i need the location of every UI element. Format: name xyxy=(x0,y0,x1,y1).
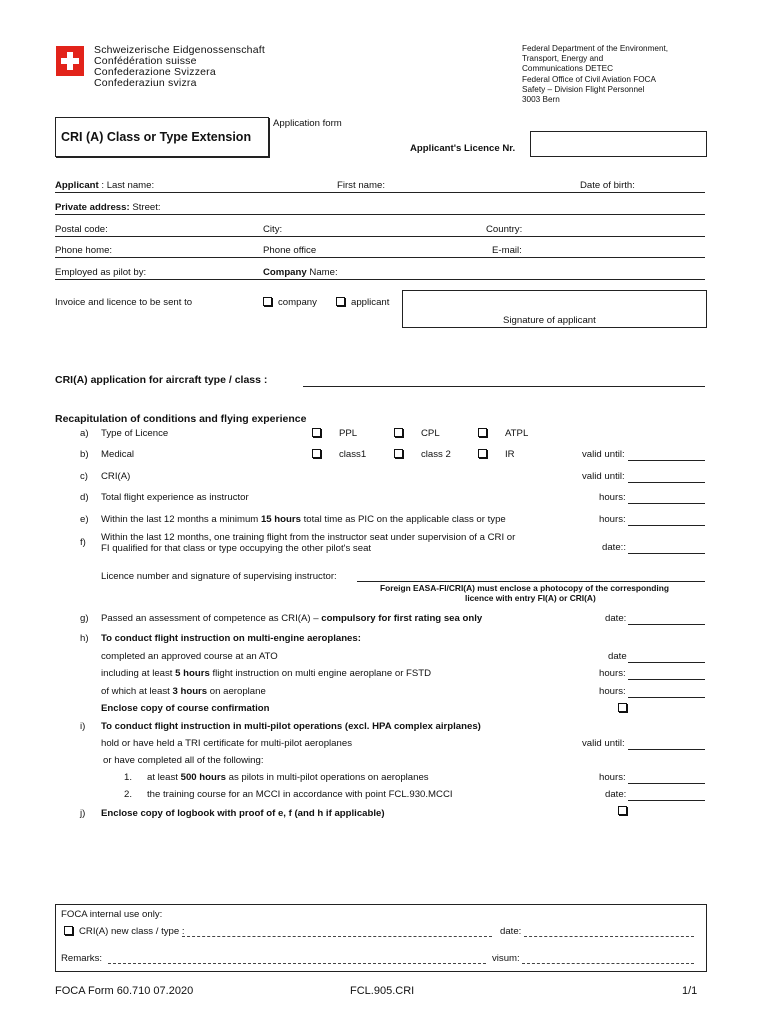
class1-checkbox[interactable] xyxy=(312,449,321,458)
e-post: total time as PIC on the applicable class or type xyxy=(300,514,506,525)
licence-signature-label: Licence number and signature of supervising instructor: xyxy=(101,571,337,582)
g-bold: compulsory for first rating sea only xyxy=(321,613,483,624)
dob-label: Date of birth: xyxy=(580,180,635,191)
company-checkbox[interactable] xyxy=(263,297,272,306)
swiss-flag-logo xyxy=(56,46,84,76)
company-bold: Company xyxy=(263,267,307,278)
h1-text: completed an approved course at an ATO xyxy=(101,651,278,662)
e-bold: 15 hours xyxy=(260,514,301,525)
me-hours-field[interactable] xyxy=(628,679,705,680)
private-address-label xyxy=(55,202,161,213)
employer-line[interactable] xyxy=(55,279,705,280)
recap-heading: Recapitulation of conditions and flying experience xyxy=(55,413,307,425)
item-a-text: Type of Licence xyxy=(101,428,169,439)
h2-bold: 5 hours xyxy=(175,668,210,679)
application-type-label: CRI(A) application for aircraft type / class : xyxy=(55,374,268,386)
ir-option[interactable] xyxy=(478,449,493,460)
company-option[interactable] xyxy=(263,297,317,308)
atpl-label: ATPL xyxy=(505,428,529,439)
h2-pre: including at least xyxy=(101,668,176,679)
mpo-hours-label: hours: xyxy=(599,772,626,783)
item-c-text: CRI(A) xyxy=(101,471,131,482)
h2-text xyxy=(101,668,431,679)
footer-form-number: FOCA Form 60.710 07.2020 xyxy=(55,985,194,997)
ato-date-label: date xyxy=(608,651,627,662)
tri-valid-label: valid until: xyxy=(582,738,625,749)
internal-date-label: date: xyxy=(500,926,522,937)
ato-date-field[interactable] xyxy=(628,662,705,663)
pic-hours-field[interactable] xyxy=(628,525,705,526)
item-f-line1: Within the last 12 months, one training flight from the instructor seat under supervision of a CRI or xyxy=(101,532,516,543)
pic-hours-label: hours: xyxy=(599,514,626,525)
mcci-date-label: date: xyxy=(605,789,627,800)
class1-option[interactable] xyxy=(312,449,327,460)
class2-label: class 2 xyxy=(421,449,451,460)
cpl-option[interactable] xyxy=(394,428,409,439)
city-label: City: xyxy=(263,224,283,235)
ch-line-de: Schweizerische Eidgenossenschaft xyxy=(94,44,265,56)
item-c-letter: c) xyxy=(80,471,88,482)
dept-line: Transport, Energy and xyxy=(522,54,604,64)
email-label: E-mail: xyxy=(492,245,522,256)
i3-num: 1. xyxy=(124,772,133,783)
item-i-letter: i) xyxy=(80,721,86,732)
medical-valid-label: valid until: xyxy=(582,449,625,460)
class1-label: class1 xyxy=(339,449,367,460)
dept-line: 3003 Bern xyxy=(522,95,560,105)
aeroplane-hours-label: hours: xyxy=(599,686,626,697)
licence-signature-field[interactable] xyxy=(357,581,705,582)
company-name-label xyxy=(263,267,338,278)
atpl-checkbox[interactable] xyxy=(478,428,487,437)
logbook-option[interactable] xyxy=(618,806,633,817)
item-g-letter: g) xyxy=(80,613,89,624)
item-d-text: Total flight experience as instructor xyxy=(101,492,249,503)
course-confirmation-checkbox[interactable] xyxy=(618,703,627,712)
remarks-field[interactable] xyxy=(108,963,486,964)
ch-line-it: Confederazione Svizzera xyxy=(94,66,216,78)
remarks-label: Remarks: xyxy=(61,953,103,964)
item-j-letter: j) xyxy=(80,808,86,819)
licence-label: Applicant's Licence Nr. xyxy=(410,143,516,154)
applicant-name-line[interactable] xyxy=(55,192,705,193)
cpl-label: CPL xyxy=(421,428,440,439)
training-date-label: date:: xyxy=(602,542,627,553)
ch-line-fr: Confédération suisse xyxy=(94,55,197,67)
visum-label: visum: xyxy=(492,953,520,964)
i3-pre: at least xyxy=(147,772,181,783)
ppl-checkbox[interactable] xyxy=(312,428,321,437)
assessment-date-label: date: xyxy=(605,613,627,624)
phone-office-label: Phone office xyxy=(263,245,317,256)
employed-label: Employed as pilot by: xyxy=(55,267,147,278)
last-name-label: : Last name: xyxy=(98,180,155,191)
applicant-label: Applicant xyxy=(55,180,99,191)
licence-number-field[interactable] xyxy=(530,131,707,157)
aeroplane-hours-field[interactable] xyxy=(628,697,705,698)
new-class-checkbox[interactable] xyxy=(64,926,73,935)
foreign-note-1: Foreign EASA-FI/CRI(A) must enclose a photocopy of the corresponding xyxy=(380,583,669,593)
mpo-hours-field[interactable] xyxy=(628,783,705,784)
instructor-hours-field[interactable] xyxy=(628,503,705,504)
mcci-date-field[interactable] xyxy=(628,800,705,801)
ir-checkbox[interactable] xyxy=(478,449,487,458)
signature-label: Signature of applicant xyxy=(503,315,596,326)
internal-date-field[interactable] xyxy=(524,936,694,937)
foreign-note-2: licence with entry FI(A) or CRI(A) xyxy=(465,593,596,603)
phone-line[interactable] xyxy=(55,257,705,258)
first-name-label: First name: xyxy=(337,180,385,191)
street-line[interactable] xyxy=(55,214,705,215)
postal-city-line[interactable] xyxy=(55,236,705,237)
company-option-label: company xyxy=(278,297,317,308)
ppl-label: PPL xyxy=(339,428,358,439)
training-date-field[interactable] xyxy=(628,553,705,554)
item-a-letter: a) xyxy=(80,428,89,439)
i3-text xyxy=(147,772,429,783)
department-address xyxy=(522,44,668,105)
applicant-option-label: applicant xyxy=(351,297,390,308)
assessment-date-field[interactable] xyxy=(628,624,705,625)
i1-text: hold or have held a TRI certificate for multi-pilot aeroplanes xyxy=(101,738,352,749)
h3-pre: of which at least xyxy=(101,686,173,697)
private-address-bold: Private address: xyxy=(55,202,130,213)
h3-bold: 3 hours xyxy=(172,686,208,697)
me-hours-label: hours: xyxy=(599,668,626,679)
item-h-title: To conduct flight instruction on multi-engine aeroplanes: xyxy=(101,633,361,644)
i4-text: the training course for an MCCI in accordance with point FCL.930.MCCI xyxy=(147,789,453,800)
country-label: Country: xyxy=(486,224,523,235)
item-h-letter: h) xyxy=(80,633,89,644)
application-type-line[interactable] xyxy=(303,386,705,387)
item-b-letter: b) xyxy=(80,449,89,460)
applicant-option[interactable] xyxy=(336,297,389,308)
h2-post: flight instruction on multi engine aeroplane or FSTD xyxy=(209,668,432,679)
street-label: Street: xyxy=(129,202,161,213)
h4-text: Enclose copy of course confirmation xyxy=(101,703,270,714)
item-b-text: Medical xyxy=(101,449,135,460)
postal-code-label: Postal code: xyxy=(55,224,108,235)
applicant-last-name-label xyxy=(55,180,154,191)
confederation-names xyxy=(94,45,265,89)
footer-page: 1/1 xyxy=(682,985,698,997)
g-pre: Passed an assessment of competence as CRI(A) – xyxy=(101,613,322,624)
i3-post: as pilots in multi-pilot operations on aeroplanes xyxy=(225,772,429,783)
e-pre: Within the last 12 months a minimum xyxy=(101,514,261,525)
ppl-option[interactable] xyxy=(312,428,327,439)
course-confirmation-option[interactable] xyxy=(618,703,633,714)
i4-num: 2. xyxy=(124,789,133,800)
internal-title: FOCA internal use only: xyxy=(61,909,163,920)
internal-use-box xyxy=(55,904,707,972)
item-f-line2: FI qualified for that class or type occupying the other pilot's seat xyxy=(101,543,372,554)
name-label: Name: xyxy=(306,267,338,278)
ir-label: IR xyxy=(505,449,515,460)
dept-line: Communications DETEC xyxy=(522,64,613,74)
form-subtitle: Application form xyxy=(273,118,342,129)
new-class-field[interactable] xyxy=(182,936,492,937)
i2-text: or have completed all of the following: xyxy=(103,755,264,766)
signature-box[interactable] xyxy=(402,290,707,328)
item-e-text xyxy=(101,514,506,525)
logbook-checkbox[interactable] xyxy=(618,806,627,815)
invoice-label: Invoice and licence to be sent to xyxy=(55,297,193,308)
phone-home-label: Phone home: xyxy=(55,245,113,256)
item-g-text xyxy=(101,613,482,624)
h3-post: on aeroplane xyxy=(207,686,266,697)
tri-valid-field[interactable] xyxy=(628,749,705,750)
medical-valid-field[interactable] xyxy=(628,460,705,461)
new-class-label: CRI(A) new class / type : xyxy=(79,926,185,937)
class2-option[interactable] xyxy=(394,449,409,460)
form-title: CRI (A) Class or Type Extension xyxy=(61,130,252,144)
applicant-checkbox[interactable] xyxy=(336,297,345,306)
class2-checkbox[interactable] xyxy=(394,449,403,458)
new-class-option[interactable] xyxy=(64,926,185,937)
item-i-title: To conduct flight instruction in multi-pilot operations (excl. HPA complex airplanes) xyxy=(101,721,481,732)
cri-valid-label: valid until: xyxy=(582,471,625,482)
item-f-letter: f) xyxy=(80,537,86,548)
i3-bold: 500 hours xyxy=(180,772,226,783)
item-e-letter: e) xyxy=(80,514,89,525)
dept-line: Safety – Division Flight Personnel xyxy=(522,84,645,94)
ch-line-rm: Confederaziun svizra xyxy=(94,77,197,89)
instructor-hours-label: hours: xyxy=(599,492,626,503)
h3-text xyxy=(101,686,266,697)
dept-line: Federal Department of the Environment, xyxy=(522,44,669,53)
form-title-box xyxy=(55,117,269,157)
item-j-text: Enclose copy of logbook with proof of e, f (and h if applicable) xyxy=(101,808,385,819)
dept-line: Federal Office of Civil Aviation FOCA xyxy=(522,74,656,84)
footer-reference: FCL.905.CRI xyxy=(350,985,415,997)
atpl-option[interactable] xyxy=(478,428,493,439)
visum-field[interactable] xyxy=(522,963,694,964)
item-d-letter: d) xyxy=(80,492,89,503)
cri-valid-field[interactable] xyxy=(628,482,705,483)
cpl-checkbox[interactable] xyxy=(394,428,403,437)
